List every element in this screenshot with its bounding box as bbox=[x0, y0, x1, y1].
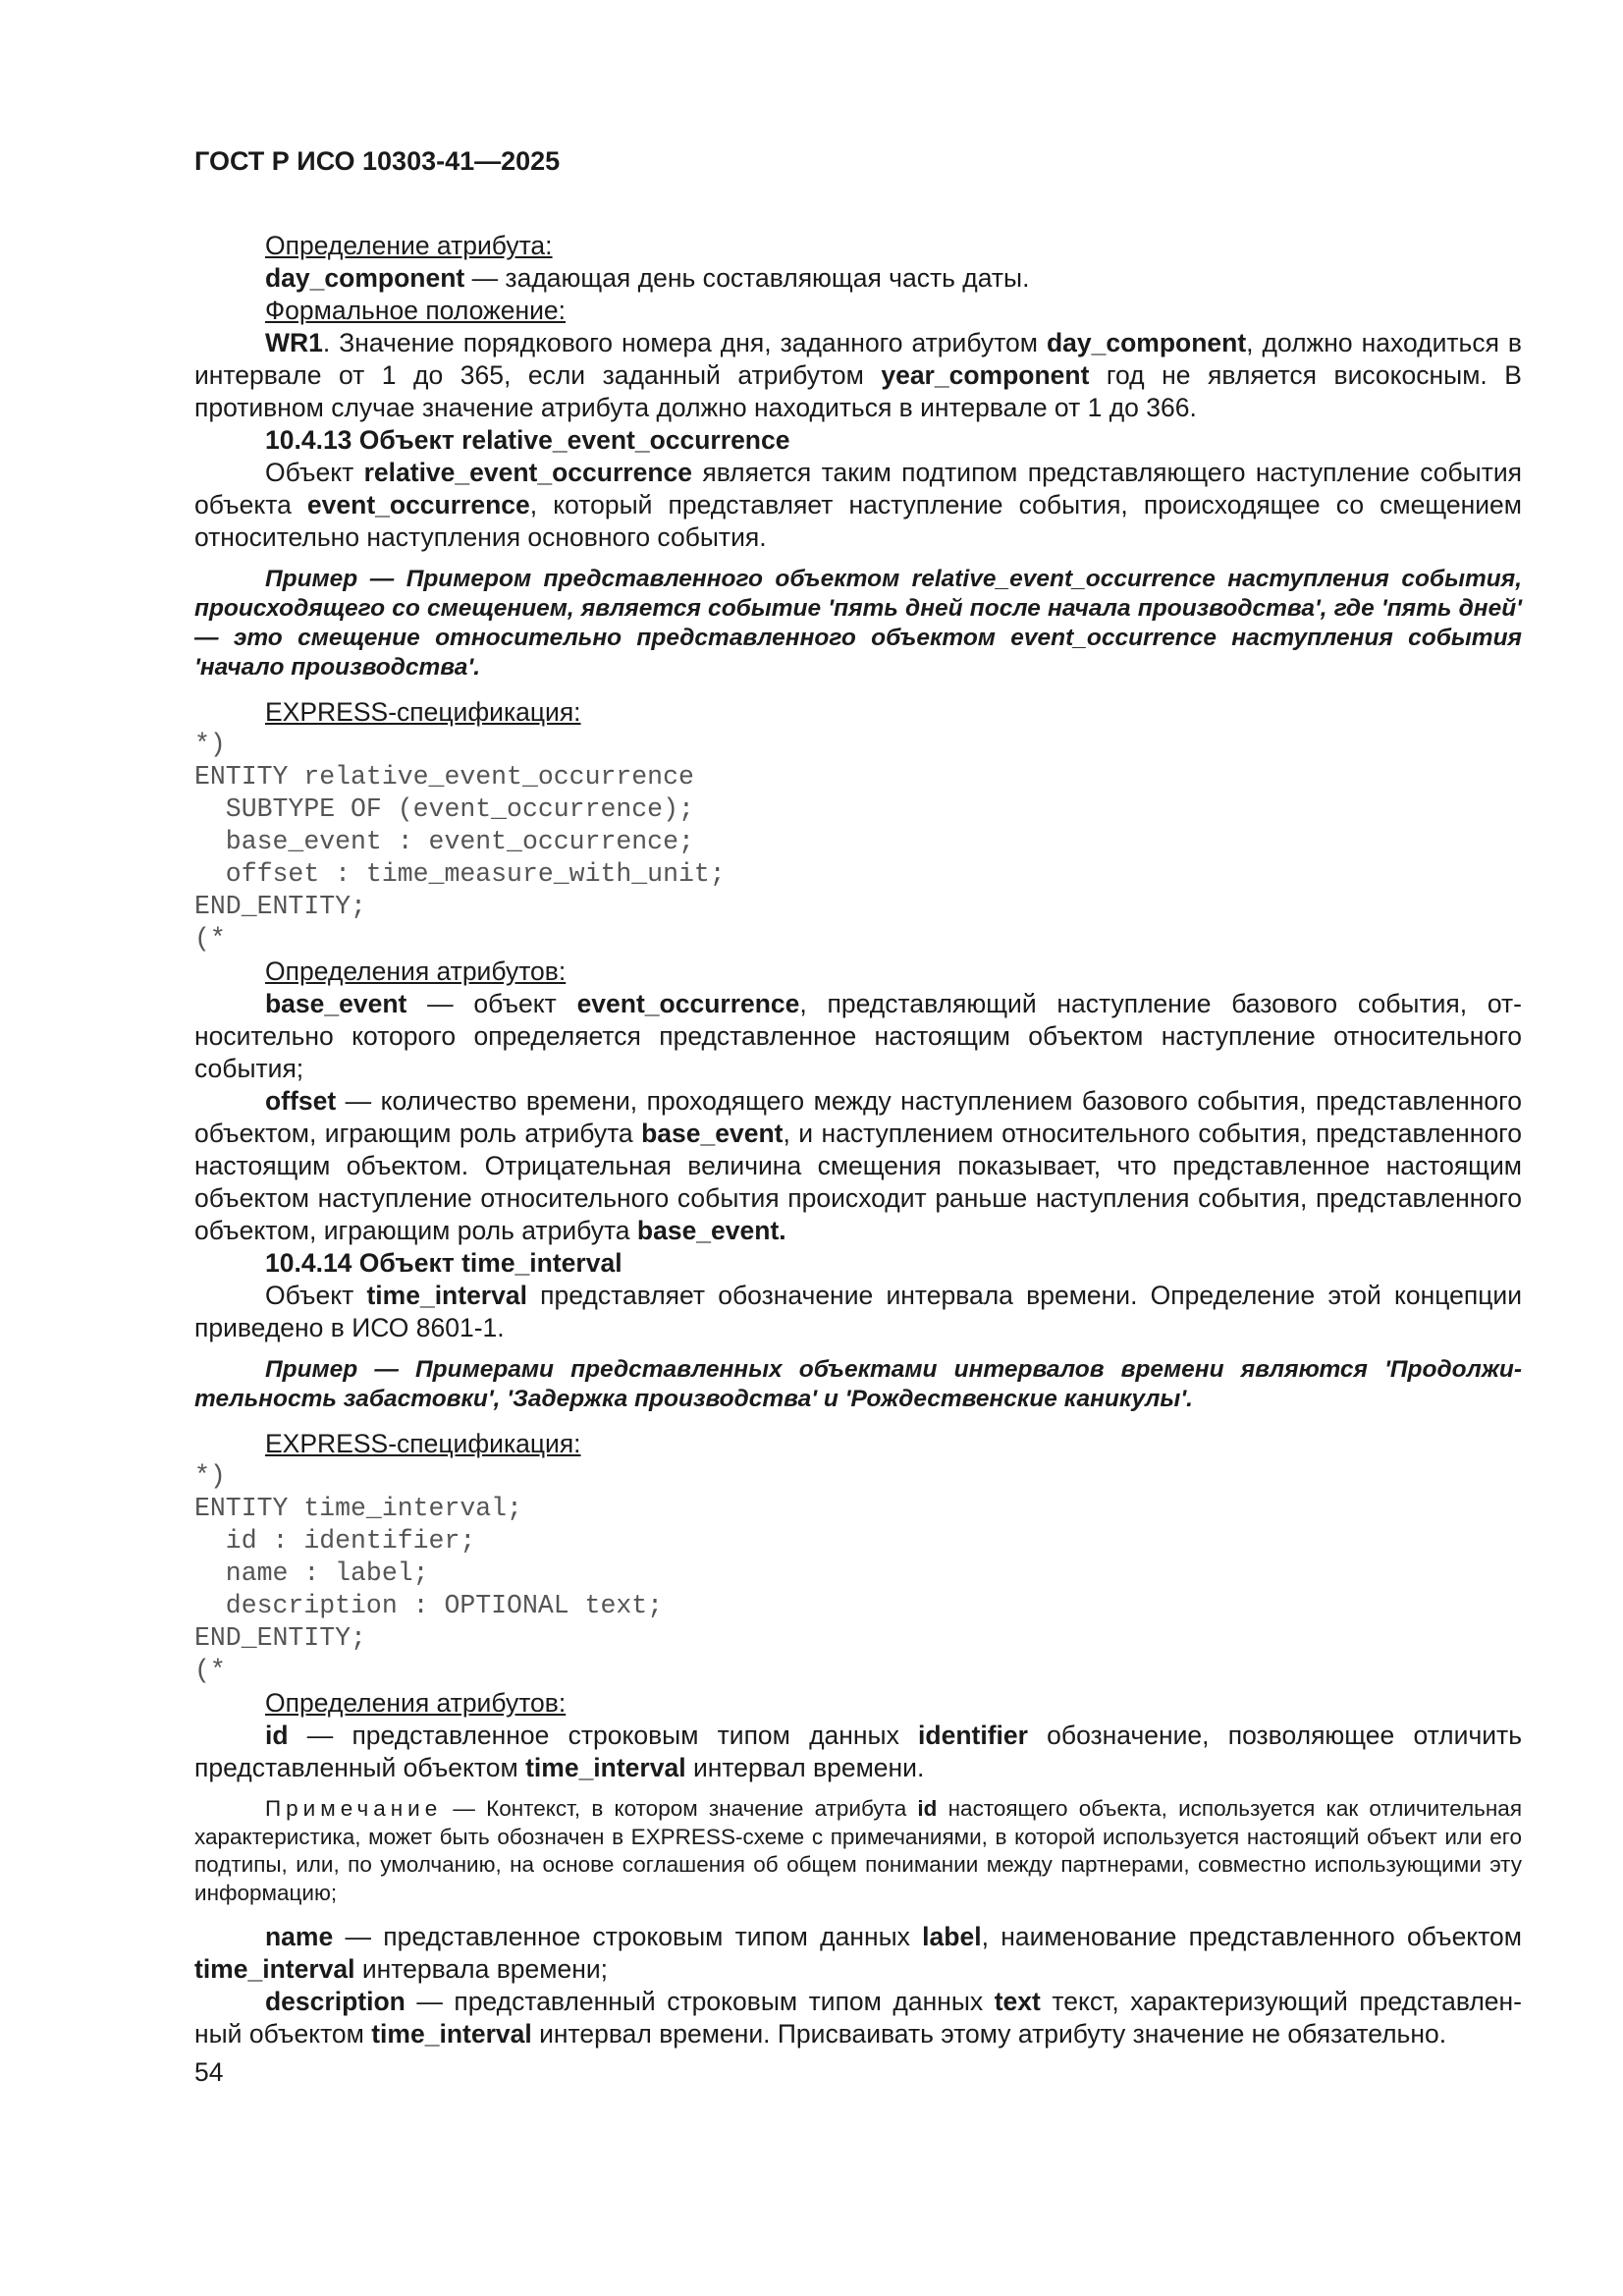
base-event-definition: base_event — объект event_occurrence, представляющий наступление базового события, относительно которого определяется представленное настоящим объектом наступление относительного события; bbox=[194, 989, 1522, 1083]
page-number: 54 bbox=[194, 2057, 224, 2087]
express-code-1: *) ENTITY relative_event_occurrence SUBTYPE OF (event_occurrence); base_event : event_occurrence; offset : time_measure_with_unit; END_ENTITY; (* bbox=[194, 730, 726, 954]
example-2: Пример — Примерами представленных объектами интервалов времени являются 'Продолжительность забастовки', 'Задержка производства' и 'Рождественские каникулы'. bbox=[194, 1356, 1522, 1412]
express-code-2: *) ENTITY time_interval; id : identifier; name : label; description : OPTIONAL text; END_ENTITY; (* bbox=[194, 1461, 664, 1685]
description-definition: description — представленный строковым типом данных text текст, характеризующий представленный объектом time_interval интервал времени. Присваивать этому атрибуту значение не обязательно. bbox=[194, 1987, 1522, 2049]
section-heading-10-4-14: 10.4.14 Объект time_interval bbox=[265, 1248, 622, 1278]
note-paragraph: Примечание — Контекст, в котором значение атрибута id настоящего объекта, используется как отличительная характеристика, может быть обозначен в EXPRESS-схеме с примечаниями, в которой используется настоящий объект или его подтипы, или, по умолчанию, на основе соглашения об общем понимании между партнерами, совместно использующими эту информацию; bbox=[194, 1796, 1523, 1905]
example-1: Пример — Примером представленного объектом relative_event_occurrence наступления события, происходящего со смещением, является событие 'пять дней после начала производства', где 'пять дней' — это смещение относительно представленного объектом event_occurrence наступления события 'начало производства'. bbox=[194, 566, 1522, 681]
attr-def-label: Определение атрибута: bbox=[265, 231, 553, 260]
name-definition: name — представленное строковым типом данных label, наименование представленного объектом time_interval интервала времени; bbox=[194, 1922, 1522, 1984]
wr1-paragraph: WR1. Значение порядкового номера дня, заданного атрибутом day_component, должно находиться в интервале от 1 до 365, если заданный атрибутом year_component год не является високосным. В противном случае значение атрибута должно находиться в интервале от 1 до 366. bbox=[194, 328, 1522, 422]
offset-definition: offset — количество времени, проходящего между наступлением базового события, представленного объектом, играющим роль атрибута base_event, и наступлением относительного события, представленного настоящим объектом. Отрицательная величина смещения показывает, что представленное настоящим объектом наступление относительного события происходит раньше наступления события, представленного объектом, играющим роль атрибута base_event. bbox=[194, 1086, 1522, 1245]
reo-paragraph: Объект relative_event_occurrence является таким подтипом представляющего наступление события объекта event_occurrence, который представляет наступление события, происходящее со смещением относительно наступления основного события. bbox=[194, 458, 1523, 552]
page-content bbox=[194, 145, 1522, 2089]
document-header: ГОСТ Р ИСО 10303-41—2025 bbox=[194, 146, 561, 176]
id-definition: id — представленное строковым типом данных identifier обозначение, позволяющее отличить представленный объектом time_interval интервал времени. bbox=[194, 1721, 1522, 1782]
attrs-label-1: Определения атрибутов: bbox=[265, 957, 567, 986]
time-interval-paragraph: Объект time_interval представляет обозначение интервала времени. Определение этой концепции приведено в ИСО 8601-1. bbox=[194, 1281, 1522, 1342]
formal-label: Формальное положение: bbox=[265, 296, 567, 325]
attrs-label-2: Определения атрибутов: bbox=[265, 1688, 567, 1718]
day-component-definition: day_component — задающая день составляющая часть даты. bbox=[265, 263, 1030, 293]
express-label-1: EXPRESS-спецификация: bbox=[265, 697, 581, 727]
express-label-2: EXPRESS-спецификация: bbox=[265, 1429, 581, 1458]
section-heading-10-4-13: 10.4.13 Объект relative_event_occurrence bbox=[265, 425, 790, 455]
